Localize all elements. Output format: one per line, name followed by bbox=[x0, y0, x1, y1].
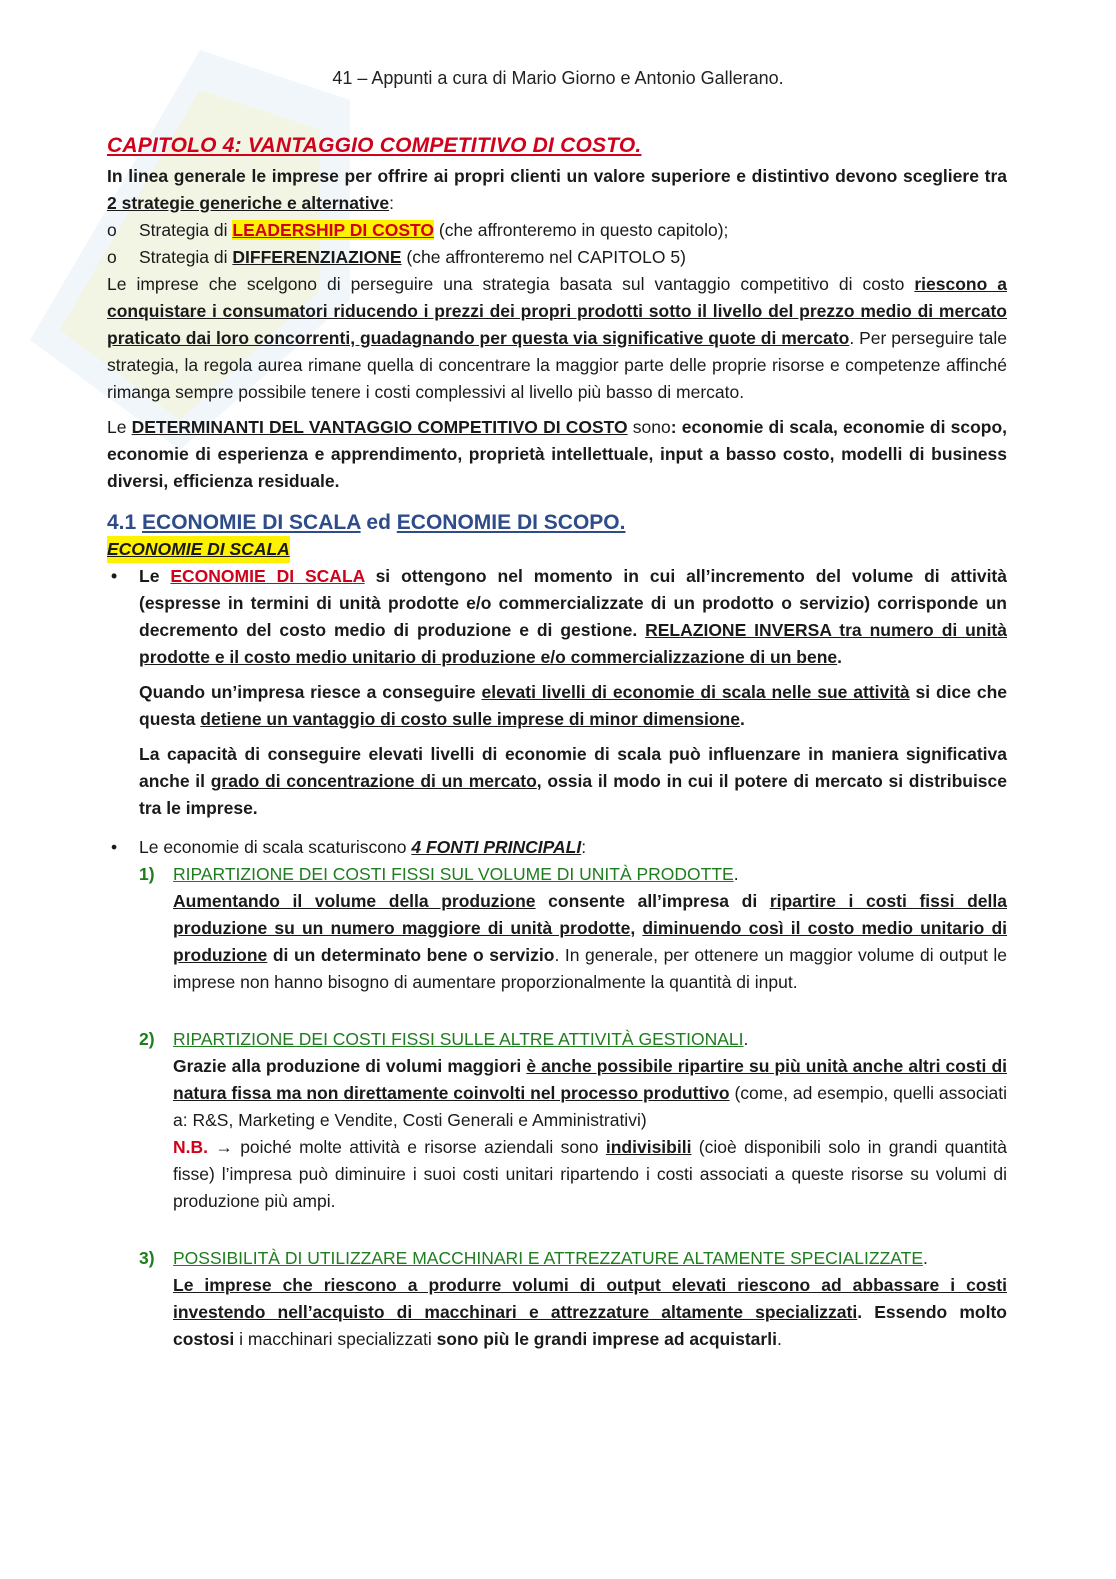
leadership-highlight: LEADERSHIP DI COSTO bbox=[232, 220, 434, 240]
differentiation-keyword: DIFFERENZIAZIONE bbox=[232, 247, 402, 267]
numbered-item-3: 3) POSSIBILITÀ DI UTILIZZARE MACCHINARI E ATTREZZATURE ALTAMENTE SPECIALIZZATE. Le imprese che riescono a produrre volumi di output elevati riescono ad abbassare i costi investendo nell’acquisto di macchinari e attrezzature altamente specializzati. Essendo molto costosi i macchinari specializzati sono più le grandi imprese ad acquistarli. bbox=[139, 1248, 1007, 1349]
bullet-dot-icon: • bbox=[111, 837, 118, 857]
document-body bbox=[107, 132, 1007, 1353]
numbered-item-1: 1) RIPARTIZIONE DEI COSTI FISSI SUL VOLUME DI UNITÀ PRODOTTE. Aumentando il volume della produzione consente all’impresa di ripartire i costi fissi della produzione su un numero maggiore di unità prodotte, diminuendo così il costo medio unitario di produzione di un determinato bene o servizio. In generale, per ottenere un maggior volume di output le imprese non hanno bisogno di aumentare proporzionalmente la quantità di input. bbox=[139, 864, 1007, 992]
paragraph-cost-strategy: Le imprese che scelgono di perseguire una strategia basata sul vantaggio competitivo di costo riescono a conquistare i consumatori riducendo i prezzi dei propri prodotti sotto il livello del prezzo medio di mercato praticato dai loro concorrenti, guadagnando per questa via significative quote di mercato. Per perseguire tale strategia, la regola aurea rimane quella di concentrare la maggior parte delle proprie risorse e competenze affinché rimanga sempre possibile tenere i costi complessivi al livello più basso di mercato. bbox=[107, 274, 1007, 402]
intro-paragraph: In linea generale le imprese per offrire ai propri clienti un valore superiore e distintivo devono scegliere tra 2 strategie generiche e alternative: bbox=[107, 166, 1007, 213]
strategy-list bbox=[107, 217, 1007, 271]
numbered-item-2: 2) RIPARTIZIONE DEI COSTI FISSI SULLE ALTRE ATTIVITÀ GESTIONALI. Grazie alla produzione di volumi maggiori è anche possibile ripartire su più unità anche altri costi di natura fissa ma non direttamente coinvolti nel processo produttivo (come, ad esempio, quelli associati a: R&S, Marketing e Vendite, Costi Generali e Amministrativi) N.B. → poiché molte attività e risorse aziendali sono indivisibili (cioè disponibili solo in grandi quantità fisse) l’impresa può diminuire i suoi costi unitari ripartendo i costi associati a queste risorse su volumi di produzione più ampi. bbox=[139, 1029, 1007, 1211]
bullet-dot-icon: • bbox=[111, 566, 118, 586]
intro-link-text: 2 strategie generiche e alternative bbox=[107, 193, 390, 213]
paragraph-scale-advantage: Quando un’impresa riesce a conseguire elevati livelli di economie di scala nelle sue attività si dice che questa detiene un vantaggio di costo sulle imprese di minor dimensione. bbox=[139, 682, 1007, 729]
chapter-title: CAPITOLO 4: VANTAGGIO COMPETITIVO DI COSTO. bbox=[107, 134, 642, 157]
section-heading: 4.1 ECONOMIE DI SCALA ed ECONOMIE DI SCOPO. bbox=[107, 511, 626, 534]
list-item: o Strategia di LEADERSHIP DI COSTO (che affronteremo in questo capitolo); bbox=[107, 217, 1007, 244]
page-header: 41 – Appunti a cura di Mario Giorno e Antonio Gallerano. bbox=[332, 68, 784, 88]
bullet-item: • Le ECONOMIE DI SCALA si ottengono nel momento in cui all’incremento del volume di attività (espresse in termini di unità prodotte e/o commercializzate di un prodotto o servizio) corrisponde un decremento del costo medio di produzione e di gestione. RELAZIONE INVERSA tra numero di unità prodotte e il costo medio unitario di produzione e/o commercializzazione di un bene. bbox=[107, 563, 1007, 671]
paragraph-determinants: Le DETERMINANTI DEL VANTAGGIO COMPETITIVO DI COSTO sono: economie di scala, economie di scopo, economie di esperienza e apprendimento, proprietà intellettuale, input a basso costo, modelli di business diversi, efficienza residuale. bbox=[107, 417, 1007, 491]
list-item: o Strategia di DIFFERENZIAZIONE (che affronteremo nel CAPITOLO 5) bbox=[107, 244, 1007, 271]
bullet-item: • Le economie di scala scaturiscono 4 FONTI PRINCIPALI: bbox=[107, 834, 1007, 861]
subsection-heading: ECONOMIE DI SCALA bbox=[107, 536, 290, 563]
paragraph-concentration: La capacità di conseguire elevati livelli di economie di scala può influenzare in maniera significativa anche il grado di concentrazione di un mercato, ossia il modo in cui il potere di mercato si distribuisce tra le imprese. bbox=[139, 744, 1008, 818]
arrow-icon: → bbox=[208, 1137, 241, 1157]
